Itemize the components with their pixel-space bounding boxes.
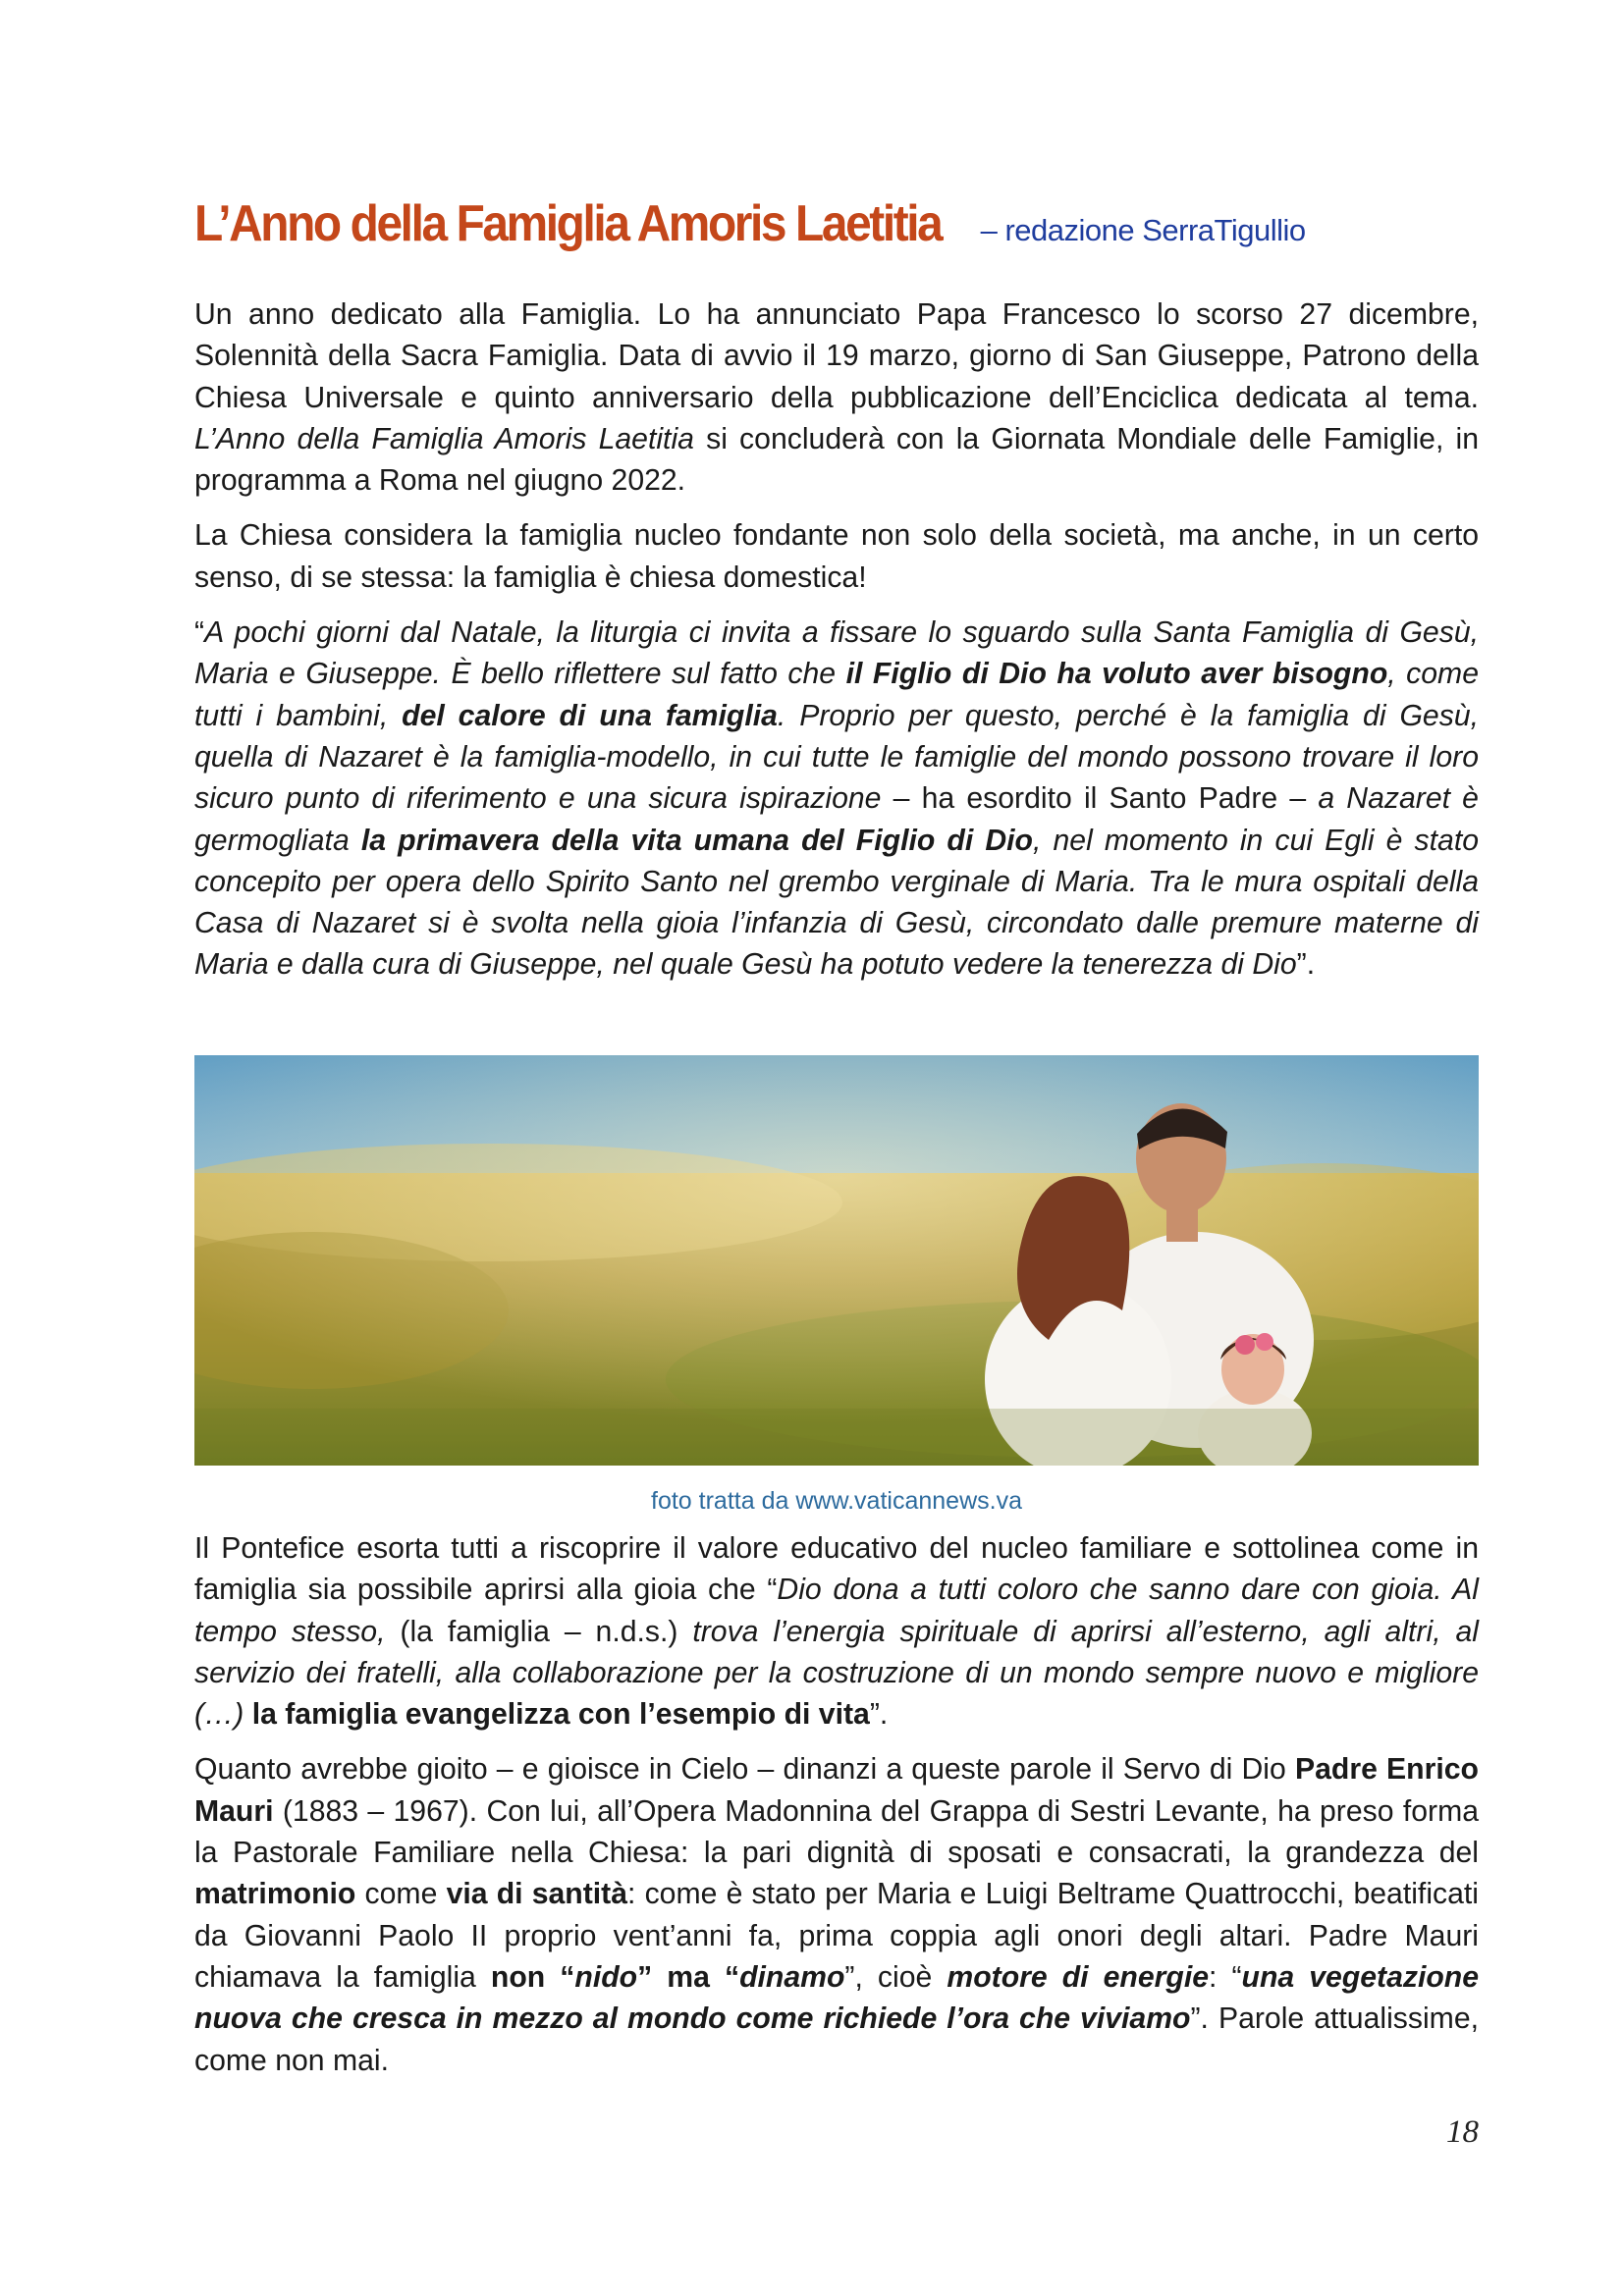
paragraph-4: Il Pontefice esorta tutti a riscoprire il valore educativo del nucleo familiare e sottolinea come in famiglia sia possibile aprirsi alla gioia che “Dio dona a tutti coloro che sanno dare con gioia. Al tempo stesso, (la famiglia – n.d.s.) trova l’energia spirituale di aprirsi all’esterno, agli altri, al servizio dei fratelli, alla collaborazione per la costruzione di un mondo sempre nuovo e migliore (…) la famiglia evangelizza con l’esempio di vita”.	[194, 1532, 1480, 1732]
paragraph-1: Un anno dedicato alla Famiglia. Lo ha annunciato Papa Francesco lo scorso 27 dicembre, Solennità della Sacra Famiglia. Data di avvio il 19 marzo, giorno di San Giuseppe, Patrono della Chiesa Universale e quinto anniversario della pubblicazione dell’Enciclica dedicata al tema. L’Anno della Famiglia Amoris Laetitia si concluderà con la Giornata Mondiale delle Famiglie, in programma a Roma nel giugno 2022.	[194, 298, 1479, 498]
paragraph-3-quote: “A pochi giorni dal Natale, la liturgia ci invita a fissare lo sguardo sulla Santa Famiglia di Gesù, Maria e Giuseppe. È bello riflettere sul fatto che il Figlio di Dio ha voluto aver bisogno, come tutti i bambini, del calore di una famiglia. Proprio per questo, perché è la famiglia di Gesù, quella di Nazaret è la famiglia-modello, in cui tutte le famiglie del mondo possono trovare il loro sicuro punto di riferimento e una sicura ispirazione – ha esordito il Santo Padre – a Nazaret è germogliata la primavera della vita umana del Figlio di Dio, nel momento in cui Egli è stato concepito per opera dello Spirito Santo nel grembo verginale di Maria. Tra le mura ospitali della Casa di Nazaret si è svolta nella gioia l’infanzia di Gesù, circondato dalle premure materne di Maria e dalla cura di Giuseppe, nel quale Gesù ha potuto vedere la tenerezza di Dio”.	[194, 616, 1479, 982]
paragraph-5: Quanto avrebbe gioito – e gioisce in Cielo – dinanzi a queste parole il Servo di Dio Padre Enrico Mauri (1883 – 1967). Con lui, all’Opera Madonnina del Grappa di Sestri Levante, ha preso forma la Pastorale Familiare nella Chiesa: la pari dignità di sposati e consacrati, la grandezza del matrimonio come via di santità: come è stato per Maria e Luigi Beltrame Quattrocchi, beatificati da Giovanni Paolo II proprio vent’anni fa, prima coppia agli onori degli altari. Padre Mauri chiamava la famiglia non “nido” ma “dinamo”, cioè motore di energie: “una vegetazione nuova che cresca in mezzo al mondo come richiede l’ora che viviamo”. Parole attualissime, come non mai.	[194, 1753, 1480, 2077]
photo-caption: foto tratta da www.vaticannews.va	[651, 1487, 1022, 1515]
article-header	[194, 194, 1479, 253]
family-photo-image	[194, 1055, 1479, 1466]
family-photo	[194, 1055, 1479, 1466]
article-body-bottom	[194, 1528, 1479, 2096]
article-byline: – redazione SerraTigullio	[972, 213, 1306, 247]
article-body-top	[194, 294, 1479, 1000]
paragraph-2: La Chiesa considera la famiglia nucleo fondante non solo della società, ma anche, in un certo senso, di se stessa: la famiglia è chiesa domestica!	[194, 519, 1479, 594]
page-number: 18	[1446, 2114, 1479, 2150]
article-title: L’Anno della Famiglia Amoris Laetitia	[194, 195, 942, 252]
